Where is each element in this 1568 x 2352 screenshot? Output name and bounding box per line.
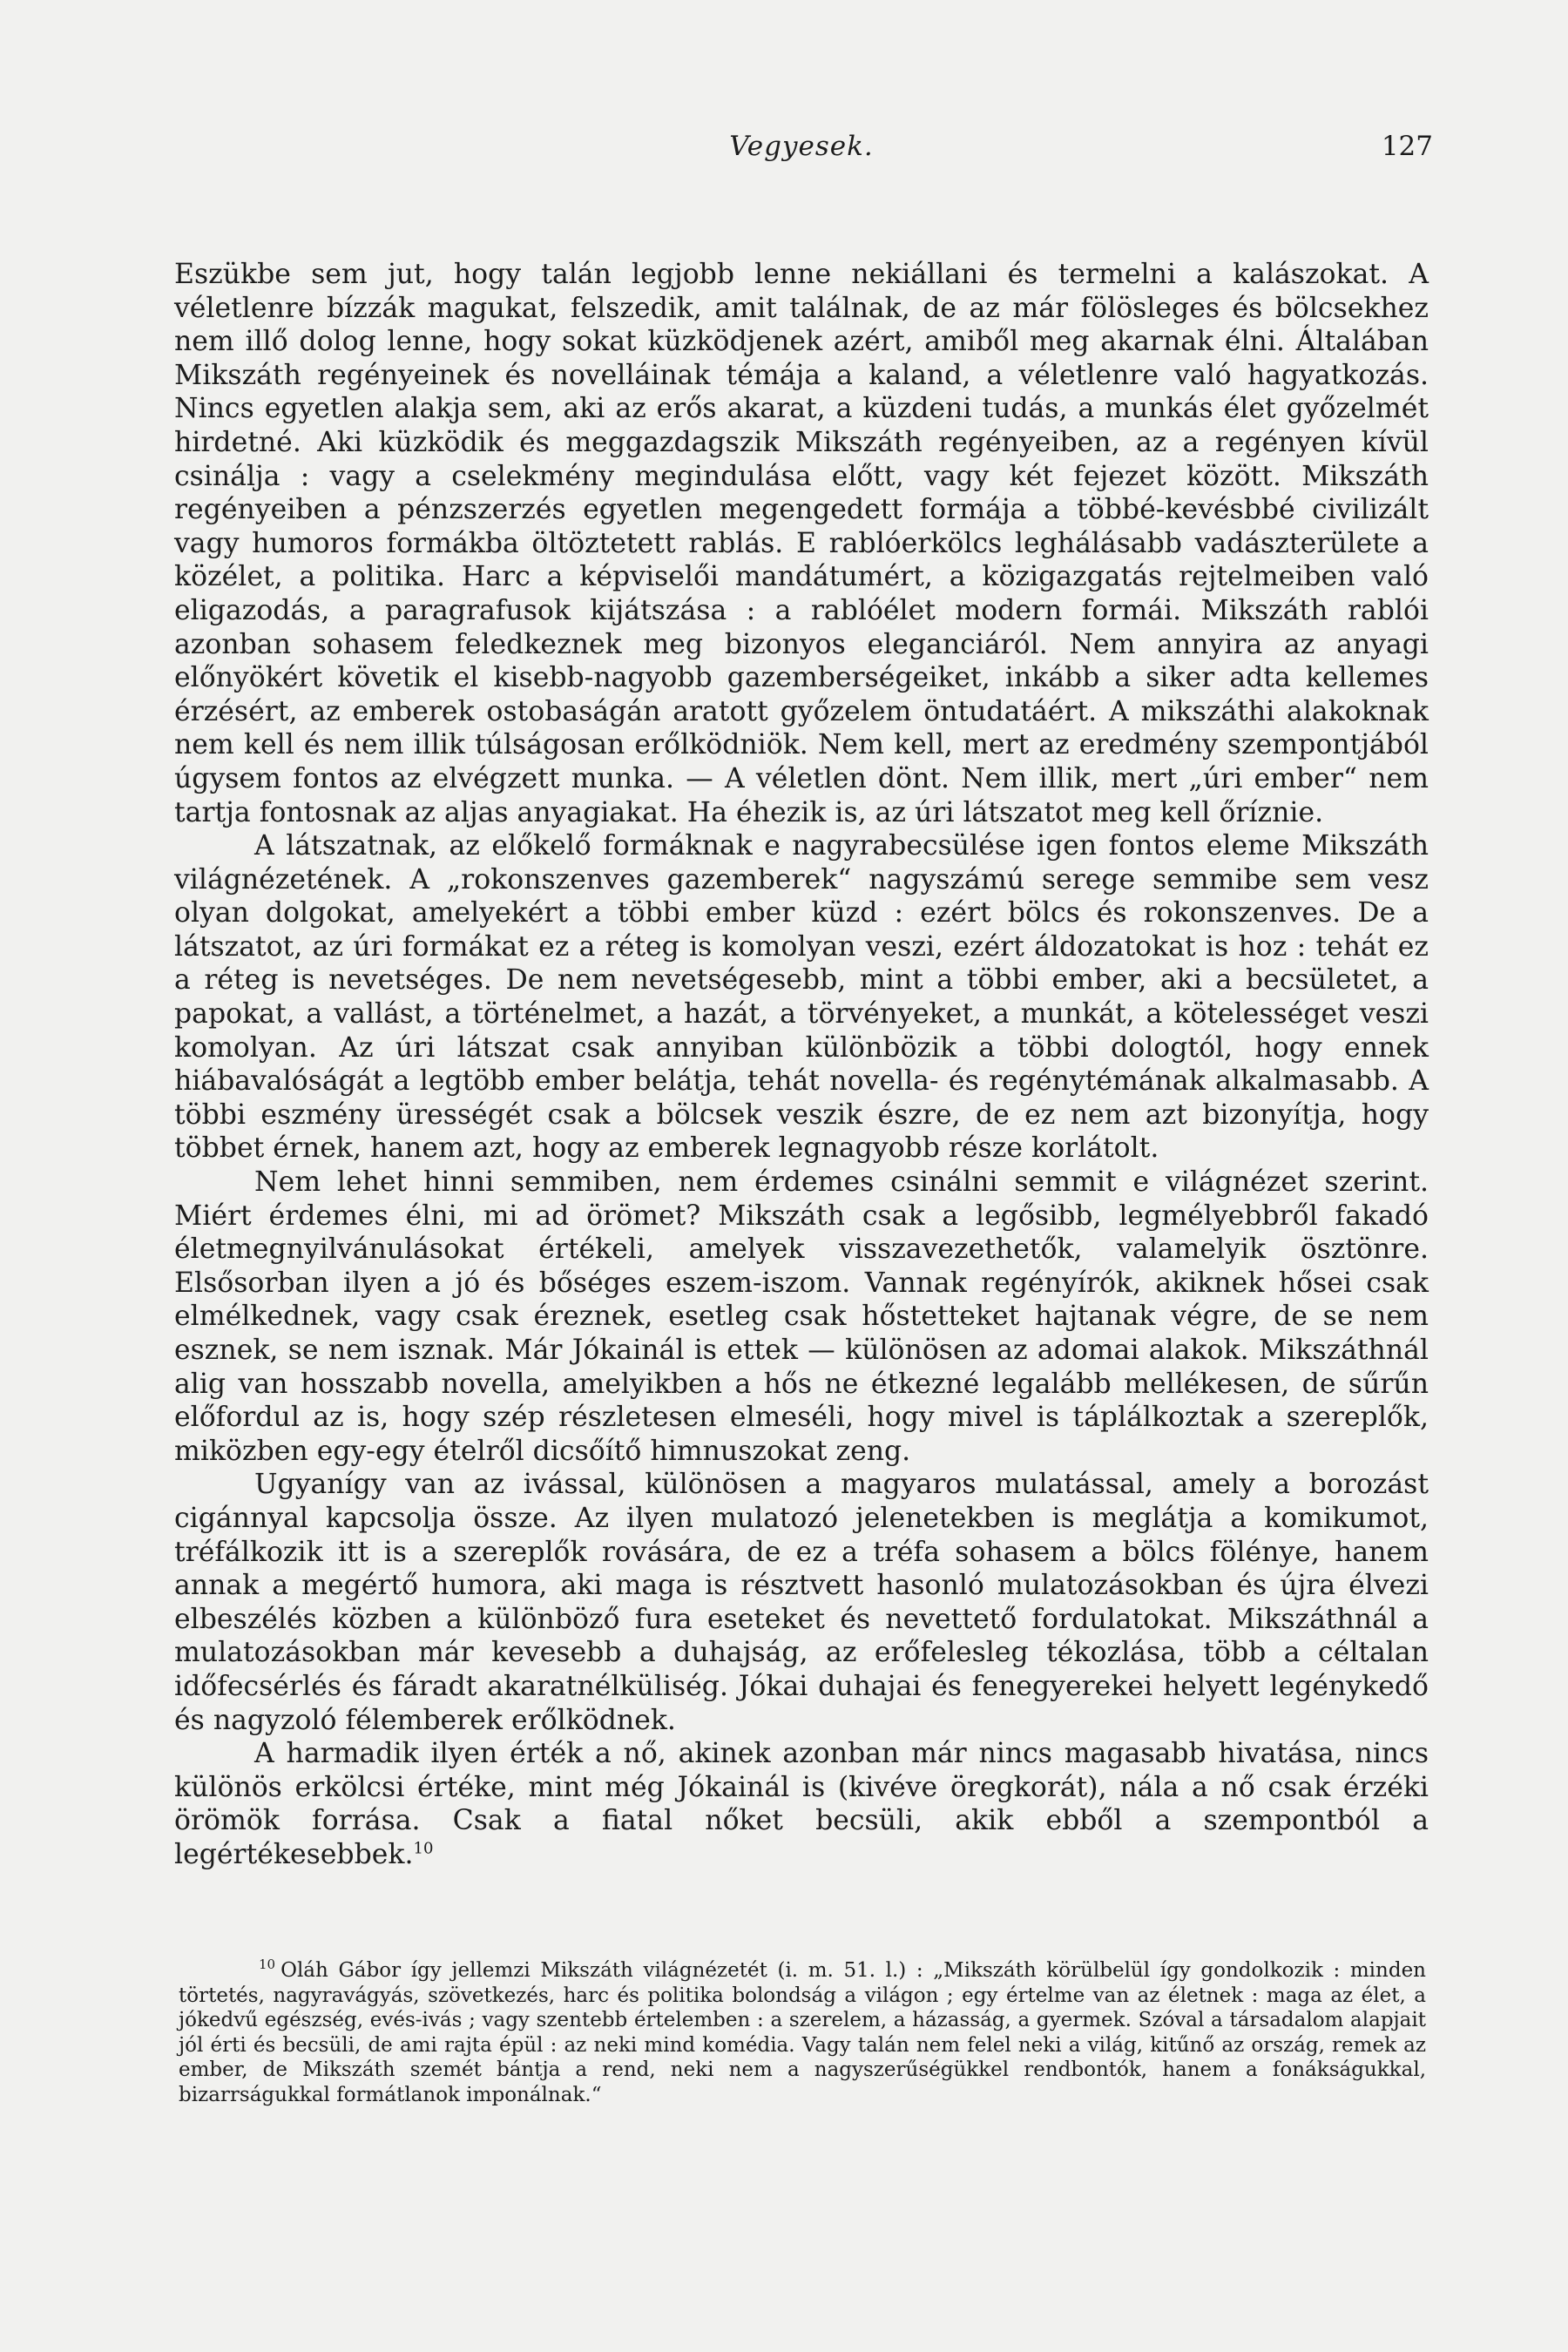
paragraph: A látszatnak, az előkelő formáknak e nagyrabecsülése igen fontos eleme Mikszáth világnézetének. A „rokonszenves gazemberek“ nagyszámú serege semmibe sem vesz olyan dolgokat, amelyekért a többi ember küzd : ezért bölcs és rokonszenves. De a látszatot, az úri formákat ez a réteg is komolyan veszi, ezért áldozatokat is hoz : tehát ez a réteg is nevetséges. De nem nevetségesebb, mint a többi ember, aki a becsületet, a papokat, a vallást, a történelmet, a hazát, a törvényeket, a munkát, a kötelességet veszi komolyan. Az úri látszat csak annyiban különbözik a többi dologtól, hogy ennek hiábavalóságát a legtöbb ember belátja, tehát novella- és regénytémának alkalmasabb. A többi eszmény ürességét csak a bölcsek veszik észre, de ez nem azt bizonyítja, hogy többet érnek, hanem azt, hogy az emberek legnagyobb része korlátolt. bbox=[174, 830, 1429, 1165]
page-number: 127 bbox=[1381, 131, 1433, 162]
running-title: Vegyesek. bbox=[729, 131, 874, 162]
paragraph: Ugyanígy van az ivással, különösen a magyaros mulatással, amely a borozást cigánnyal kapcsolja össze. Az ilyen mulatozó jelenetekben is meglátja a komikumot, tréfálkozik itt is a szereplők rovására, de ez a tréfa sohasem a bölcs fölénye, hanem annak a megértő humora, aki maga is résztvett hasonló mulatozásokban és újra élvezi elbeszélés közben a különböző fura eseteket és nevettető fordulatokat. Mikszáthnál a mulatozásokban már kevesebb a duhajság, az erőfelesleg tékozlása, több a céltalan időfecsérlés és fáradt akaratnélküliség. Jókai duhajai és fenegyerekei helyett legénykedő és nagyzoló félemberek erőlködnek. bbox=[174, 1469, 1429, 1736]
footnote-text: Oláh Gábor így jellemzi Mikszáth világnézetét (i. m. 51. l.) : „Mikszáth körülbelül így gondolkozik : minden törtetés, nagyravágyás, szövetkezés, harc és politika bolondság a világon ; egy értelme van az életnek : maga az élet, a jókedvű egészség, evés-ivás ; vagy szentebb értelemben : a szerelem, a házasság, a gyermek. Szóval a társadalom alapjait jól érti és becsüli, de ami rajta épül : az neki mind komédia. Vagy talán nem felel neki a világ, kitűnő az ország, remek az ember, de Mikszáth szemét bántja a rend, neki nem a nagyszerűségükkel rendbontók, hanem a fonákságukkal, bizarrságukkal formátlanok imponálnak.“ bbox=[179, 1959, 1426, 2106]
paragraph-text: A harmadik ilyen érték a nő, akinek azonban már nincs magasabb hivatása, nincs különös erkölcsi értéke, mint még Jókainál is (kivéve öregkorát), nála a nő csak érzéki örömök forrása. Csak a fiatal nőket becsüli, akik ebből a szempontból a legértékesebbek. bbox=[174, 1738, 1429, 1870]
footnote-paragraph bbox=[179, 1958, 1426, 2107]
footnote bbox=[179, 1958, 1426, 2107]
footnote-mark: 10 bbox=[259, 1957, 276, 1973]
main-text bbox=[174, 258, 1429, 1872]
paragraph: Nem lehet hinni semmiben, nem érdemes csinálni semmit e világnézet szerint. Miért érdemes élni, mi ad örömet? Mikszáth csak a legősibb, legmélyebbről fakadó életmegnyilvánulásokat értékeli, amelyek visszavezethetők, valamelyik ösztönre. Elsősorban ilyen a jó és bőséges eszem-iszom. Vannak regényírók, akiknek hősei csak elmélkednek, vagy csak éreznek, esetleg csak hőstetteket hajtanak végre, de se nem esznek, se nem isznak. Már Jókainál is ettek — különösen az adomai alakok. Mikszáthnál alig van hosszabb novella, amelyikben a hős ne étkezné legalább mellékesen, de sűrűn előfordul az is, hogy szép részletesen elmeséli, hogy mivel is táplálkoztak a szereplők, miközben egy-egy ételről dicsőítő himnuszokat zeng. bbox=[174, 1166, 1429, 1467]
paragraph: Eszükbe sem jut, hogy talán legjobb lenne nekiállani és termelni a kalászokat. A véletlenre bízzák magukat, felszedik, amit találnak, de az már fölösleges és bölcsekhez nem illő dolog lenne, hogy sokat küzködjenek azért, amiből meg akarnak élni. Általában Mikszáth regényeinek és novelláinak témája a kaland, a véletlenre való hagyatkozás. Nincs egyetlen alakja sem, aki az erős akarat, a küzdeni tudás, a munkás élet győzelmét hirdetné. Aki küzködik és meggazdagszik Mikszáth regényeiben, az a regényen kívül csinálja : vagy a cselekmény megindulása előtt, vagy két fejezet között. Mikszáth regényeiben a pénzszerzés egyetlen megengedett formája a többé-kevésbbé civilizált vagy humoros formákba öltöztetett rablás. E rablóerkölcs leghálásabb vadászterülete a közélet, a politika. Harc a képviselői mandátumért, a közigazgatás rejtelmeiben való eligazodás, a paragrafusok kijátszása : a rablóélet modern formái. Mikszáth rablói azonban sohasem feledkeznek meg bizonyos eleganciáról. Nem annyira az anyagi előnyökért követik el kisebb-nagyobb gazemberségeiket, inkább a siker adta kellemes érzésért, az emberek ostobaságán aratott győzelem öntudatáért. A mikszáthi alakoknak nem kell és nem illik túlságosan erőlködniök. Nem kell, mert az eredmény szempontjából úgysem fontos az elvégzett munka. — A véletlen dönt. Nem illik, mert „úri ember“ nem tartja fontosnak az aljas anyagiakat. Ha éhezik is, az úri látszatot meg kell őríznie. bbox=[174, 259, 1429, 828]
running-header bbox=[170, 131, 1433, 174]
paragraph-with-footnote-ref bbox=[174, 1737, 1429, 1871]
footnote-reference: 10 bbox=[413, 1839, 434, 1858]
